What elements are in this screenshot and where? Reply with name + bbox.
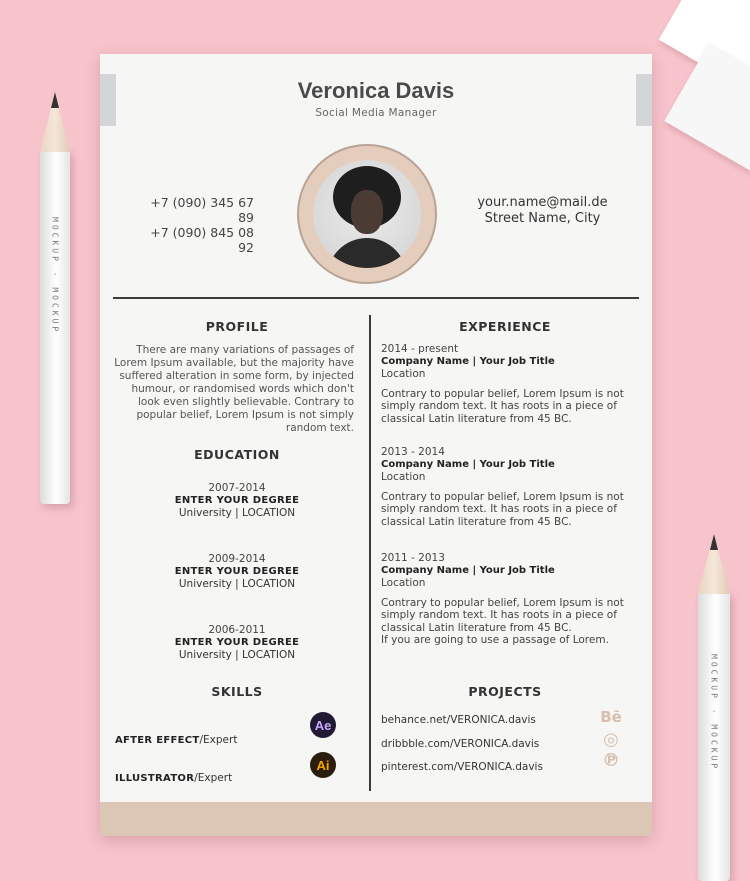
pencil-lead [710, 534, 718, 550]
behance-icon: Bē [600, 708, 622, 726]
footer-band [100, 802, 652, 836]
education-item [160, 624, 314, 662]
resume-sheet [100, 54, 652, 836]
experience-period: 2011 - 2013 [381, 552, 445, 564]
experience-heading: EXPERIENCE [459, 319, 551, 334]
contact-block [470, 195, 615, 227]
experience-period: 2013 - 2014 [381, 446, 445, 458]
horizontal-divider [113, 297, 639, 299]
projects-heading: PROJECTS [468, 684, 542, 699]
resume-role: Social Media Manager [315, 107, 437, 119]
experience-location: Location [381, 577, 426, 589]
education-degree: ENTER YOUR DEGREE [174, 565, 300, 577]
experience-description: Contrary to popular belief, Lorem Ipsum is not simply random text. It has roots in a piece of classical Latin literature from 45 BC. [381, 596, 624, 634]
project-link-pinterest[interactable]: pinterest.com/VERONICA.davis [381, 761, 543, 773]
skill-name: ILLUSTRATOR [115, 773, 195, 784]
experience-description: Contrary to popular belief, Lorem Ipsum is not simply random text. It has roots in a piece of classical Latin literature from 45 BC. [381, 490, 624, 528]
phone-number: +7 (090) 845 08 92 [150, 225, 254, 255]
dribbble-icon: ◎ [603, 729, 619, 750]
pencil-right-prop [698, 534, 730, 881]
skill-name: AFTER EFFECT [115, 735, 200, 746]
project-link-dribbble[interactable]: dribbble.com/VERONICA.davis [381, 738, 540, 750]
photo-face [351, 190, 383, 234]
illustrator-icon: Ai [310, 752, 336, 778]
education-school: University | LOCATION [178, 578, 296, 590]
after-effects-icon: Ae [310, 712, 336, 738]
resume-name: Veronica Davis [297, 78, 455, 103]
pencil-lead [51, 92, 59, 108]
education-year: 2009-2014 [208, 553, 266, 565]
experience-company: Company Name | Your Job Title [381, 564, 555, 576]
profile-photo [313, 160, 421, 268]
pencil-left-prop [40, 92, 70, 504]
photo-body [327, 238, 407, 268]
experience-item [381, 446, 633, 528]
pencil-mockup-label: MOCKUP · MOCKUP [709, 654, 719, 772]
experience-company: Company Name | Your Job Title [381, 355, 555, 367]
skill-item [115, 734, 237, 746]
experience-extra: If you are going to use a passage of Lorem. [381, 634, 609, 646]
education-degree: ENTER YOUR DEGREE [174, 494, 300, 506]
experience-item [381, 552, 633, 647]
paper-corner-prop [664, 43, 750, 171]
phone-block [140, 195, 254, 255]
experience-company: Company Name | Your Job Title [381, 458, 555, 470]
education-school: University | LOCATION [178, 649, 296, 661]
skill-item [115, 772, 232, 784]
phone-number: +7 (090) 345 67 89 [150, 195, 254, 225]
skills-heading: SKILLS [211, 684, 263, 699]
profile-text: There are many variations of passages of Lorem Ipsum available, but the majority have suffered alteration in some form, by injected humour, or randomised words which don't look even slightly believable. Contrary to popular belief, Lorem Ipsum is not simply random text. [114, 344, 354, 434]
pencil-mockup-label: MOCKUP · MOCKUP [50, 217, 60, 335]
education-school: University | LOCATION [178, 507, 296, 519]
education-heading: EDUCATION [194, 447, 280, 462]
education-item [160, 553, 314, 591]
experience-location: Location [381, 368, 426, 380]
project-link-behance[interactable]: behance.net/VERONICA.davis [381, 714, 536, 726]
skill-level: /Expert [194, 772, 233, 784]
experience-location: Location [381, 471, 426, 483]
profile-heading: PROFILE [205, 319, 269, 334]
education-degree: ENTER YOUR DEGREE [174, 636, 300, 648]
skill-level: /Expert [199, 734, 238, 746]
education-item [160, 482, 314, 520]
vertical-divider [369, 315, 371, 791]
education-year: 2006-2011 [208, 624, 266, 636]
address-text: Street Name, City [484, 211, 601, 226]
experience-description: Contrary to popular belief, Lorem Ipsum is not simply random text. It has roots in a piece of classical Latin literature from 45 BC. [381, 387, 624, 425]
email-text: your.name@mail.de [477, 195, 608, 210]
experience-period: 2014 - present [381, 343, 459, 355]
profile-photo-frame [297, 144, 437, 284]
pinterest-icon: ℗ [602, 750, 620, 771]
education-year: 2007-2014 [208, 482, 266, 494]
experience-item [381, 343, 633, 425]
